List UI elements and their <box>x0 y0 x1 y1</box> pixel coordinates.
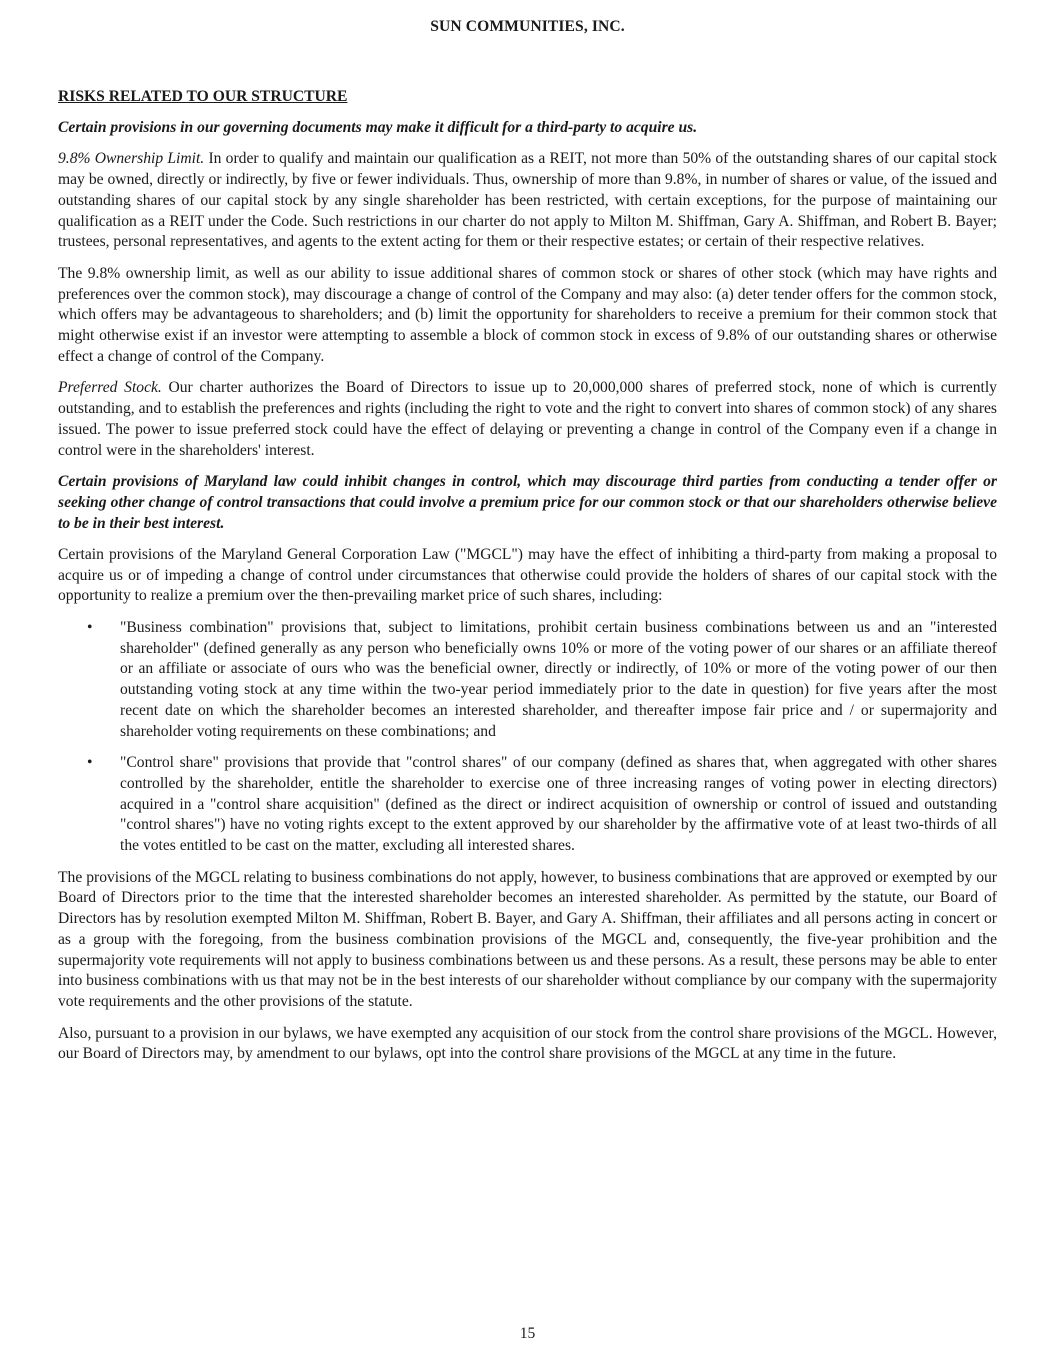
paragraph-mgcl-exemptions: The provisions of the MGCL relating to business combinations do not apply, however, to business combinations that are approved or exempted by our Board of Directors prior to the time that the interested shareholder becomes an interested shareholder. As permitted by the statute, our Board of Directors has by resolution exempted Milton M. Shiffman, Robert B. Bayer, and Gary A. Shiffman, their affiliates and all persons acting in concert or as a group with the foregoing, from the business combination provisions of the MGCL and, consequently, the five-year prohibition and the supermajority vote requirements will not apply to business combinations between us and these persons. As a result, these persons may be able to enter into business combinations with us that may not be in the best interests of our shareholder without compliance by our company with the supermajority vote requirements and the other provisions of the statute. <box>58 868 997 1011</box>
company-header: SUN COMMUNITIES, INC. <box>430 18 625 35</box>
ownership-limit-text: In order to qualify and maintain our qualification as a REIT, not more than 50% of the outstanding shares of our capital stock may be owned, directly or indirectly, by five or fewer individuals. Thus, ownership of more than 9.8%, in number of shares or value, of the issued and outstanding shares of our capital stock by any single shareholder has been restricted, with certain exceptions, for the purpose of maintaining our qualification as a REIT under the Code. Such restrictions in our charter do not apply to Milton M. Shiffman, Gary A. Shiffman, and Robert B. Bayer; trustees, personal representatives, and agents to the extent acting for them or their respective estates; or certain of their respective relatives. <box>58 150 997 251</box>
risk-title-governing-documents: Certain provisions in our governing documents may make it difficult for a third-party to acquire us. <box>58 119 698 136</box>
paragraph-ownership-effects: The 9.8% ownership limit, as well as our ability to issue additional shares of common stock or shares of other stock (which may have rights and preferences over the common stock), may discourage a change of control of the Company and may also: (a) deter tender offers for the common stock, which offers may be advantageous to shareholders; and (b) limit the opportunity for shareholders to receive a premium for their common stock that might otherwise exist if an investor were attempting to assemble a block of common stock in excess of 9.8% of our outstanding shares or otherwise effect a change of control of the Company. <box>58 264 997 365</box>
ownership-limit-lead: 9.8% Ownership Limit. <box>58 150 205 168</box>
page-number: 15 <box>519 1325 536 1342</box>
bullet-icon: • <box>87 754 93 772</box>
list-item-control-share <box>58 753 997 857</box>
paragraph-mgcl-intro: Certain provisions of the Maryland General Corporation Law ("MGCL") may have the effect of inhibiting a third-party from making a proposal to acquire us or of impeding a change of control under circumstances that otherwise could provide the holders of shares of our capital stock with the opportunity to realize a premium over the then-prevailing market price of such shares, including: <box>58 545 997 605</box>
paragraph-bylaws: Also, pursuant to a provision in our bylaws, we have exempted any acquisition of our stock from the control share provisions of the MGCL. However, our Board of Directors may, by amendment to our bylaws, opt into the control share provisions of the MGCL at any time in the future. <box>58 1024 997 1063</box>
body-content <box>58 118 997 1076</box>
preferred-stock-lead: Preferred Stock. <box>58 379 162 397</box>
list-item-business-combination <box>58 618 997 743</box>
paragraph-ownership-limit <box>58 149 997 253</box>
preferred-stock-text: Our charter authorizes the Board of Directors to issue up to 20,000,000 shares of preferred stock, none of which is currently outstanding, and to establish the preferences and rights (including the right to vote and the right to convert into shares of common stock) of any shares issued. The power to issue preferred stock could have the effect of delaying or preventing a change in control of the Company even if a change in control were in the shareholders' interest. <box>58 379 997 459</box>
control-share-text: "Control share" provisions that provide that "control shares" of our company (defined as shares that, when aggregated with other shares controlled by the shareholder, entitle the shareholder to exercise one of three increasing ranges of voting power in electing directors) acquired in a "control share acquisition" (defined as the direct or indirect acquisition of ownership or control of issued and outstanding "control shares") have no voting rights except to the extent approved by our shareholder by the affirmative vote of at least two-thirds of all the votes entitled to be cast on the matter, excluding all interested shares. <box>120 754 997 855</box>
paragraph-preferred-stock <box>58 378 997 461</box>
mgcl-provisions-list <box>58 618 997 857</box>
section-heading: RISKS RELATED TO OUR STRUCTURE <box>58 88 348 105</box>
bullet-icon: • <box>87 618 93 636</box>
risk-title-maryland-law: Certain provisions of Maryland law could inhibit changes in control, which may discourage third parties from conducting a tender offer or seeking other change of control transactions that could involve a premium price for our common stock or that our shareholders otherwise believe to be in their best interest. <box>58 472 997 532</box>
business-combination-text: "Business combination" provisions that, subject to limitations, prohibit certain business combinations between us and an "interested shareholder" (defined generally as any person who beneficially owns 10% or more of the voting power of our shares or an affiliate thereof or an affiliate or associate of ours who was the beneficial owner, directly or indirectly, of 10% or more of the voting power of our then outstanding voting stock at any time within the two-year period immediately prior to the date in question) for five years after the most recent date on which the shareholder becomes an interested shareholder, and thereafter impose fair price and / or supermajority and shareholder voting requirements on these combinations; and <box>120 618 997 740</box>
